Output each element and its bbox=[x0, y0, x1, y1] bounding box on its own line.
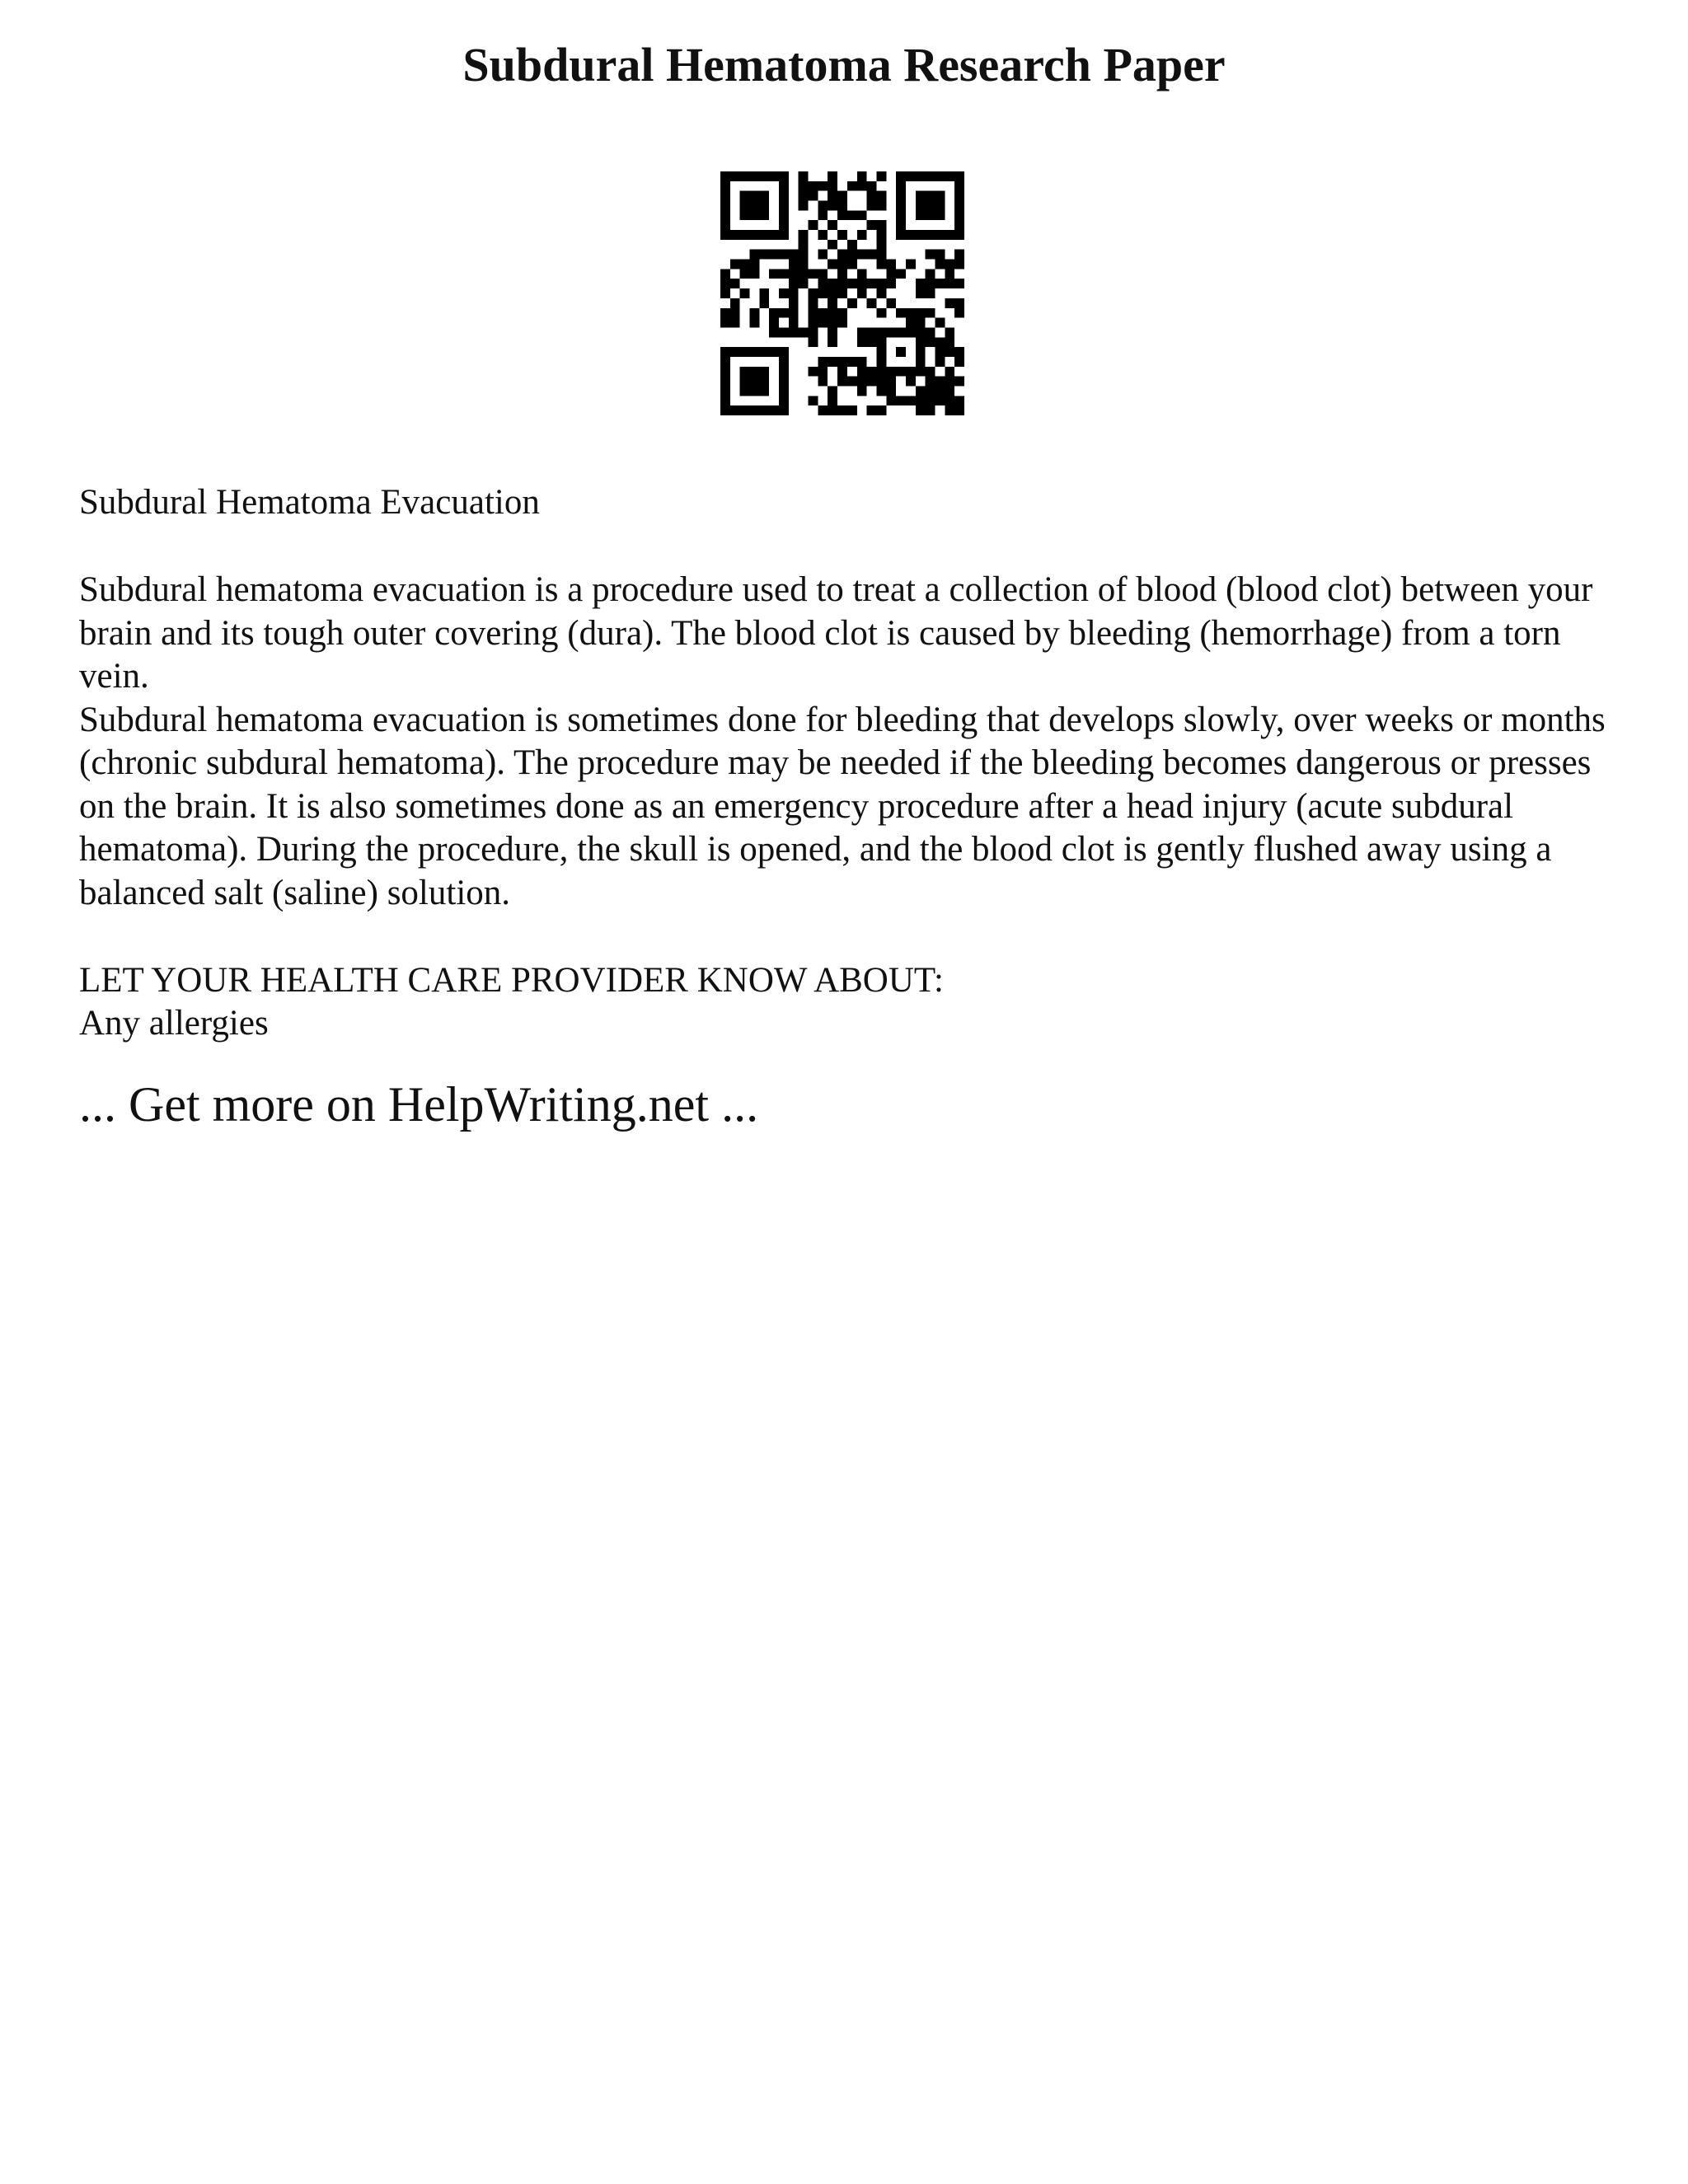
paragraph-2: Subdural hematoma evacuation is sometimes done for bleeding that develops slowly, over weeks or months (chronic subdural hematoma). The procedure may be needed if the bleeding becomes dangerous or presses on the brain. It is also sometimes done as an emergency procedure after a head injury (acute subdural hematoma). During the procedure, the skull is opened, and the blood clot is gently flushed away using a balanced salt (saline) solution. bbox=[79, 700, 1606, 912]
get-more-link[interactable]: ... Get more on HelpWriting.net ... bbox=[79, 1077, 759, 1132]
provider-list-label: LET YOUR HEALTH CARE PROVIDER KNOW ABOUT: bbox=[79, 961, 944, 1000]
paragraph-1: Subdural hematoma evacuation is a procedure used to treat a collection of blood (blood clot) between your brain and its tough outer covering (dura). The blood clot is caused by bleeding (hemorrhage) from a torn vein. bbox=[79, 570, 1593, 696]
list-item: Any allergies bbox=[79, 1004, 269, 1043]
qr-code-icon bbox=[720, 171, 964, 415]
page-title: Subdural Hematoma Research Paper bbox=[462, 38, 1226, 91]
document-body bbox=[79, 481, 1629, 1134]
section-heading: Subdural Hematoma Evacuation bbox=[79, 483, 540, 522]
